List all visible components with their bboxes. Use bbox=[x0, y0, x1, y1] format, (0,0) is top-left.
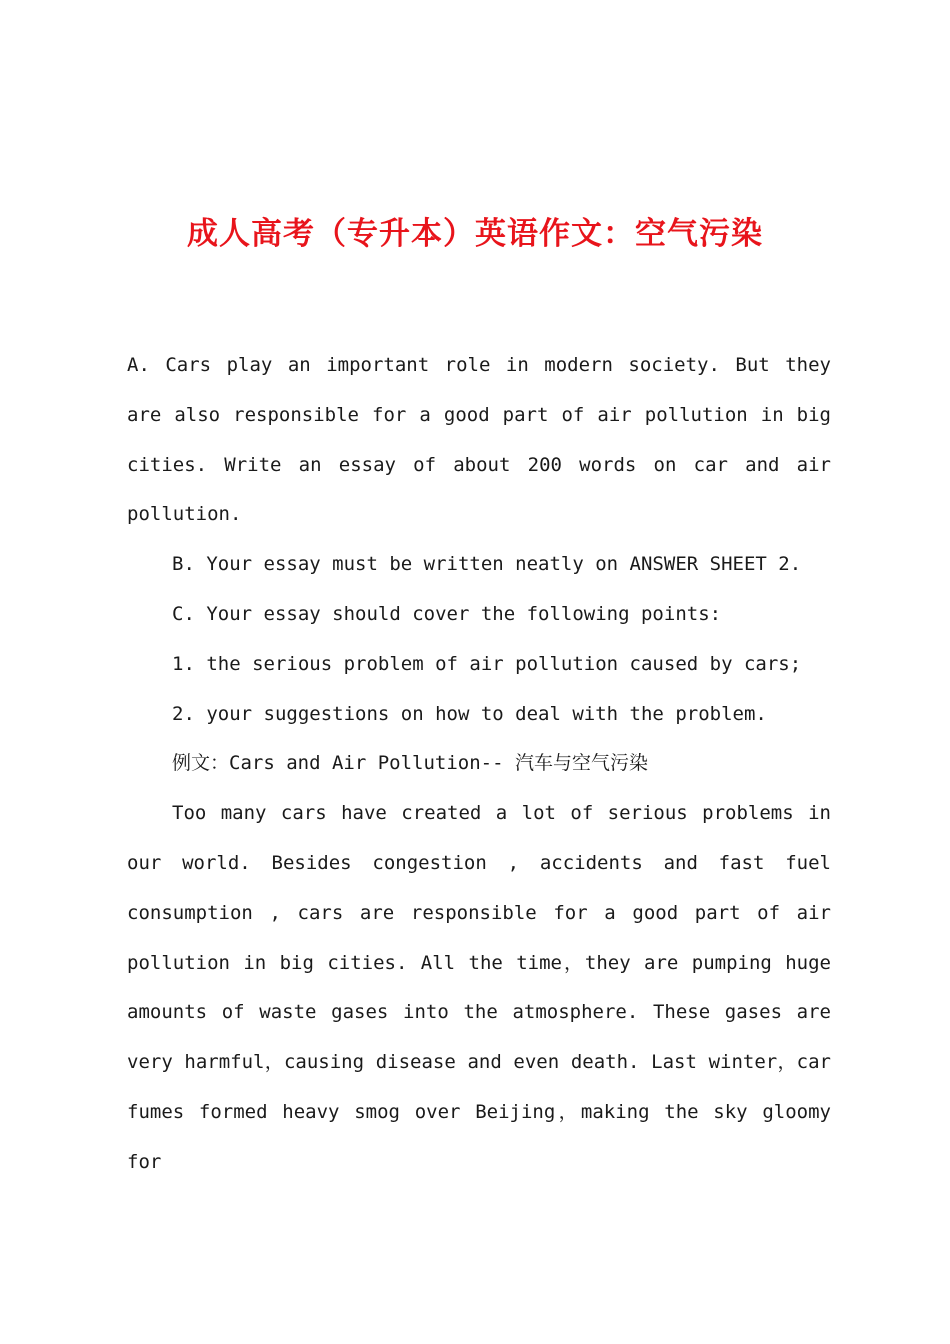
document-title: 成人高考（专升本）英语作文：空气污染 bbox=[187, 216, 763, 252]
prompt-paragraph-a: A. Cars play an important role in modern society. But they are also responsible for a good part of air pollution in big cities. Write an essay of about 200 words on car and air pollution. bbox=[127, 354, 831, 526]
document-body bbox=[127, 341, 831, 1188]
sample-essay-paragraph: Too many cars have created a lot of serious problems in our world. Besides congestion , accidents and fast fuel consumption , cars are responsible for a good part of air pollution in big cities. All the time，they are pumping huge amounts of waste gases into the atmosphere. These gases are very harmful，causing disease and even death. Last winter，car fumes formed heavy smog over Beijing，making the sky gloomy for bbox=[127, 802, 831, 1173]
prompt-paragraph-b: B. Your essay must be written neatly on ANSWER SHEET 2. bbox=[172, 553, 802, 576]
sample-essay-heading: 例文：Cars and Air Pollution-- 汽车与空气污染 bbox=[172, 752, 648, 775]
point-2: 2. your suggestions on how to deal with the problem. bbox=[172, 702, 767, 725]
point-1: 1. the serious problem of air pollution caused by cars; bbox=[172, 652, 802, 675]
prompt-paragraph-c: C. Your essay should cover the following points: bbox=[172, 602, 722, 625]
